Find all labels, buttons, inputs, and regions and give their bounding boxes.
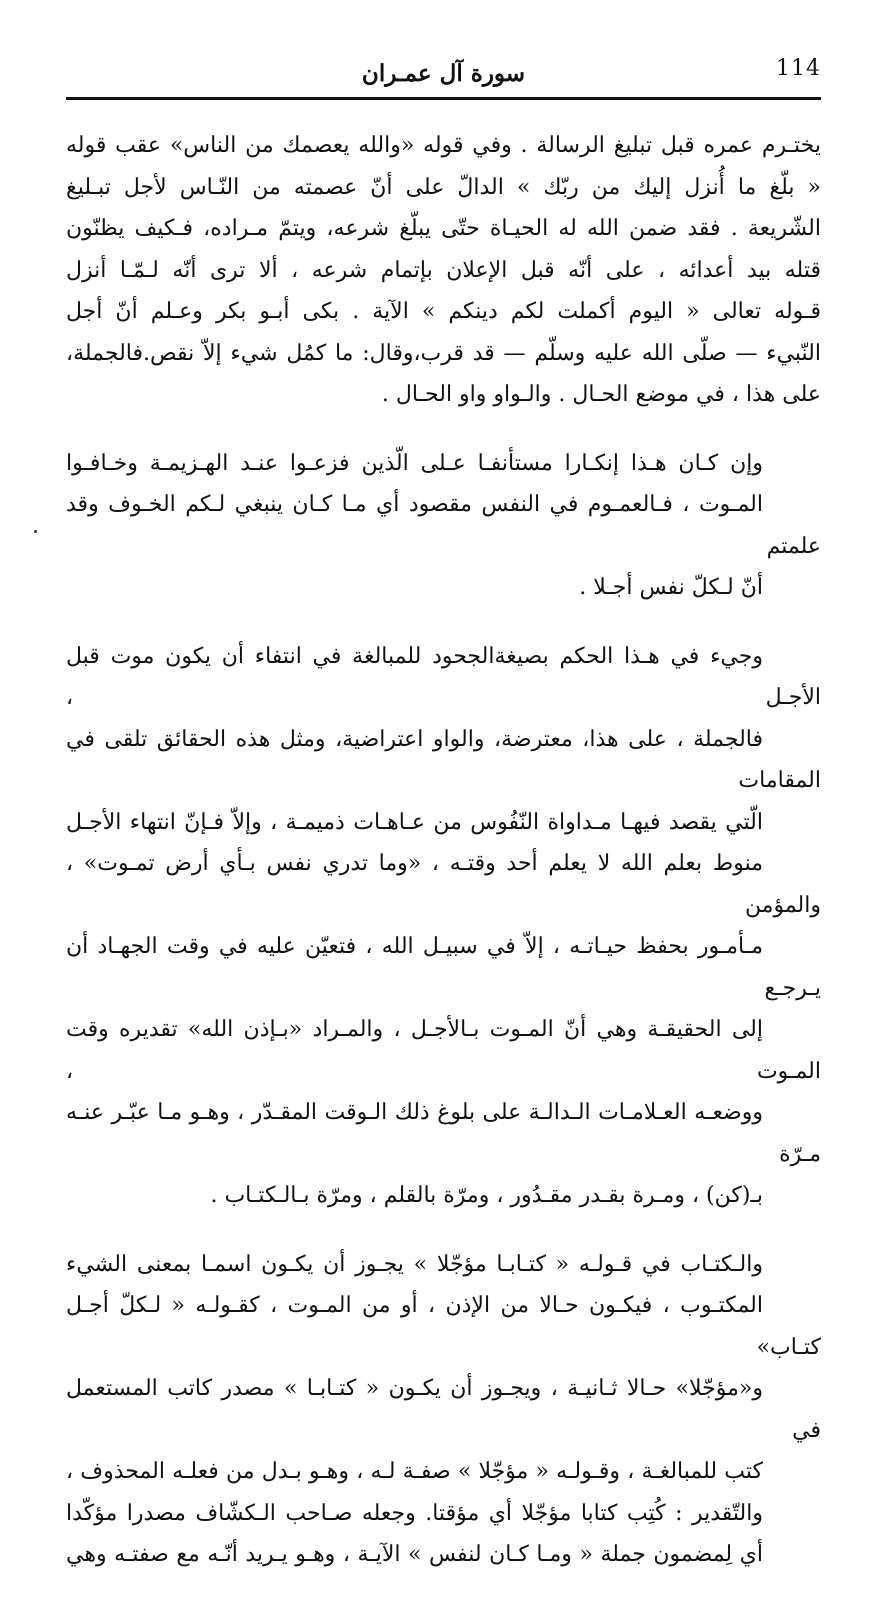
text-line: بـ(كن) ، ومـرة بقـدر مقـدُور ، ومرّة بالقلم ، ومرّة بـالـكتـاب . [210, 1183, 763, 1208]
text-line: فالجملة ، على هذا، معترضة، والواو اعتراضية، ومثل هذه الحقائق تلقى في المقامات [66, 726, 821, 793]
paragraph-4 [66, 1244, 821, 1576]
body-text [66, 125, 821, 1603]
paragraph-3 [66, 636, 821, 1217]
text-line: إلى الحقيقـة وهي أنّ المـوت بـالأجـل ، والمـراد «بـإذن الله» تقديره وقت المـوت ، [66, 1017, 821, 1084]
text-line: « بلّغ ما أُنزل إليك من ربّك » الدالّ على أنّ عصمته من النّـاس لأجل تبـليغ [66, 174, 821, 200]
page-header [66, 52, 821, 96]
page-number: 114 [776, 56, 821, 81]
text-line: المـوت ، فـالعمـوم في النفس مقصود أي مـا كـان ينبغي لـكم الخـوف وقد علمتم [66, 492, 821, 559]
running-head-title: سورة آل عمـران [361, 60, 526, 87]
text-line: يختـرم عمره قبل تبليغ الرسالة . وفي قوله «والله يعصمك من الناس» عقب قوله [66, 133, 821, 158]
text-line: قـوله تعالى « اليوم أكملت لكم دينكم » الآية . بكى أبـو بكر وعـلم أنّ أجل [66, 299, 821, 324]
text-line: و«مؤجّلا» حـالا ثـانيـة ، ويجـوز أن يكـون « كتـابـا » مصدر كاتب المستعمل في [66, 1376, 821, 1443]
paragraph-1 [66, 125, 821, 416]
text-line: والتّقدير : كُتِب كتابا مؤجّلا أي مؤقتا. وجعله صـاحب الـكشّاف مصدرا مؤكّدا [66, 1500, 763, 1526]
scan-speck [34, 530, 37, 533]
text-line: منوط بعلم الله لا يعلم أحد وقتـه ، «وما تدري نفس بـأي أرض تمـوت» ، والمؤمن [66, 851, 821, 918]
text-line: قتله بيد أعدائه ، على أنّه قبل الإعلان بإتمام شرعه ، ألا ترى أنّه لـمّـا أنزل [66, 257, 821, 283]
header-rule [66, 97, 821, 100]
text-line: على هذا ، في موضع الحـال . والـواو واو الحـال . [381, 382, 821, 407]
paragraph-2 [66, 443, 821, 609]
text-line: مـأمـور بحفظ حيـاتـه ، إلاّ في سبيـل الله ، فتعيّن عليه في وقت الجهـاد أن يـرجـع [66, 934, 821, 1001]
text-line: ووضعـه العـلامـات الـدالـة على بلوغ ذلك الـوقت المقـدّر ، وهـو مـا عبّـر عنـه مـرّة [66, 1100, 821, 1167]
text-line: النّبيء — صلّى الله عليه وسلّم — قد قرب،وقال: ما كمُل شيء إلاّ نقص.فالجملة، [66, 340, 821, 366]
text-line: أي لِمضمون جملة « ومـا كـان لنفس » الآيـة ، وهـو يـريد أنّـه مع صفتـه وهي [66, 1542, 763, 1567]
text-line: الشّريعة . فقد ضمن الله له الحيـاة حتّى يبلّغ شرعه، ويتمّ مـراده، فـكيف يظنّون [66, 216, 821, 241]
text-line: والـكتـاب في قـولـه « كتـابـا مؤجّلا » يجـوز أن يكـون اسمـا بمعنى الشيء [66, 1251, 763, 1277]
text-line: وجيء في هـذا الحكم بصيغةالجحود للمبالغة في انتفاء أن يكون موت قبل الأجـل ، [66, 643, 821, 710]
text-line: المكتـوب ، فيكـون حـالا من الإذن ، أو من المـوت ، كقـولـه « لـكلّ أجـل كتـاب» [66, 1293, 821, 1360]
text-line: وإن كـان هـذا إنكـارا مستأنفـا عـلى الّذين فزعـوا عنـد الهـزيمـة وخـافـوا [66, 450, 763, 476]
text-line: الّتي يقصد فيهـا مـداواة النّفُوس من عـاهـات ذميمـة ، وإلاّ فـإنّ انتهاء الأجـل [66, 809, 763, 835]
text-line: أنّ لـكلّ نفس أجـلا . [579, 575, 763, 600]
text-line: كتب للمبالغـة ، وقـولـه « مؤجّلا » صفـة لـه ، وهـو بـدل من فعلـه المحذوف ، [66, 1459, 763, 1484]
